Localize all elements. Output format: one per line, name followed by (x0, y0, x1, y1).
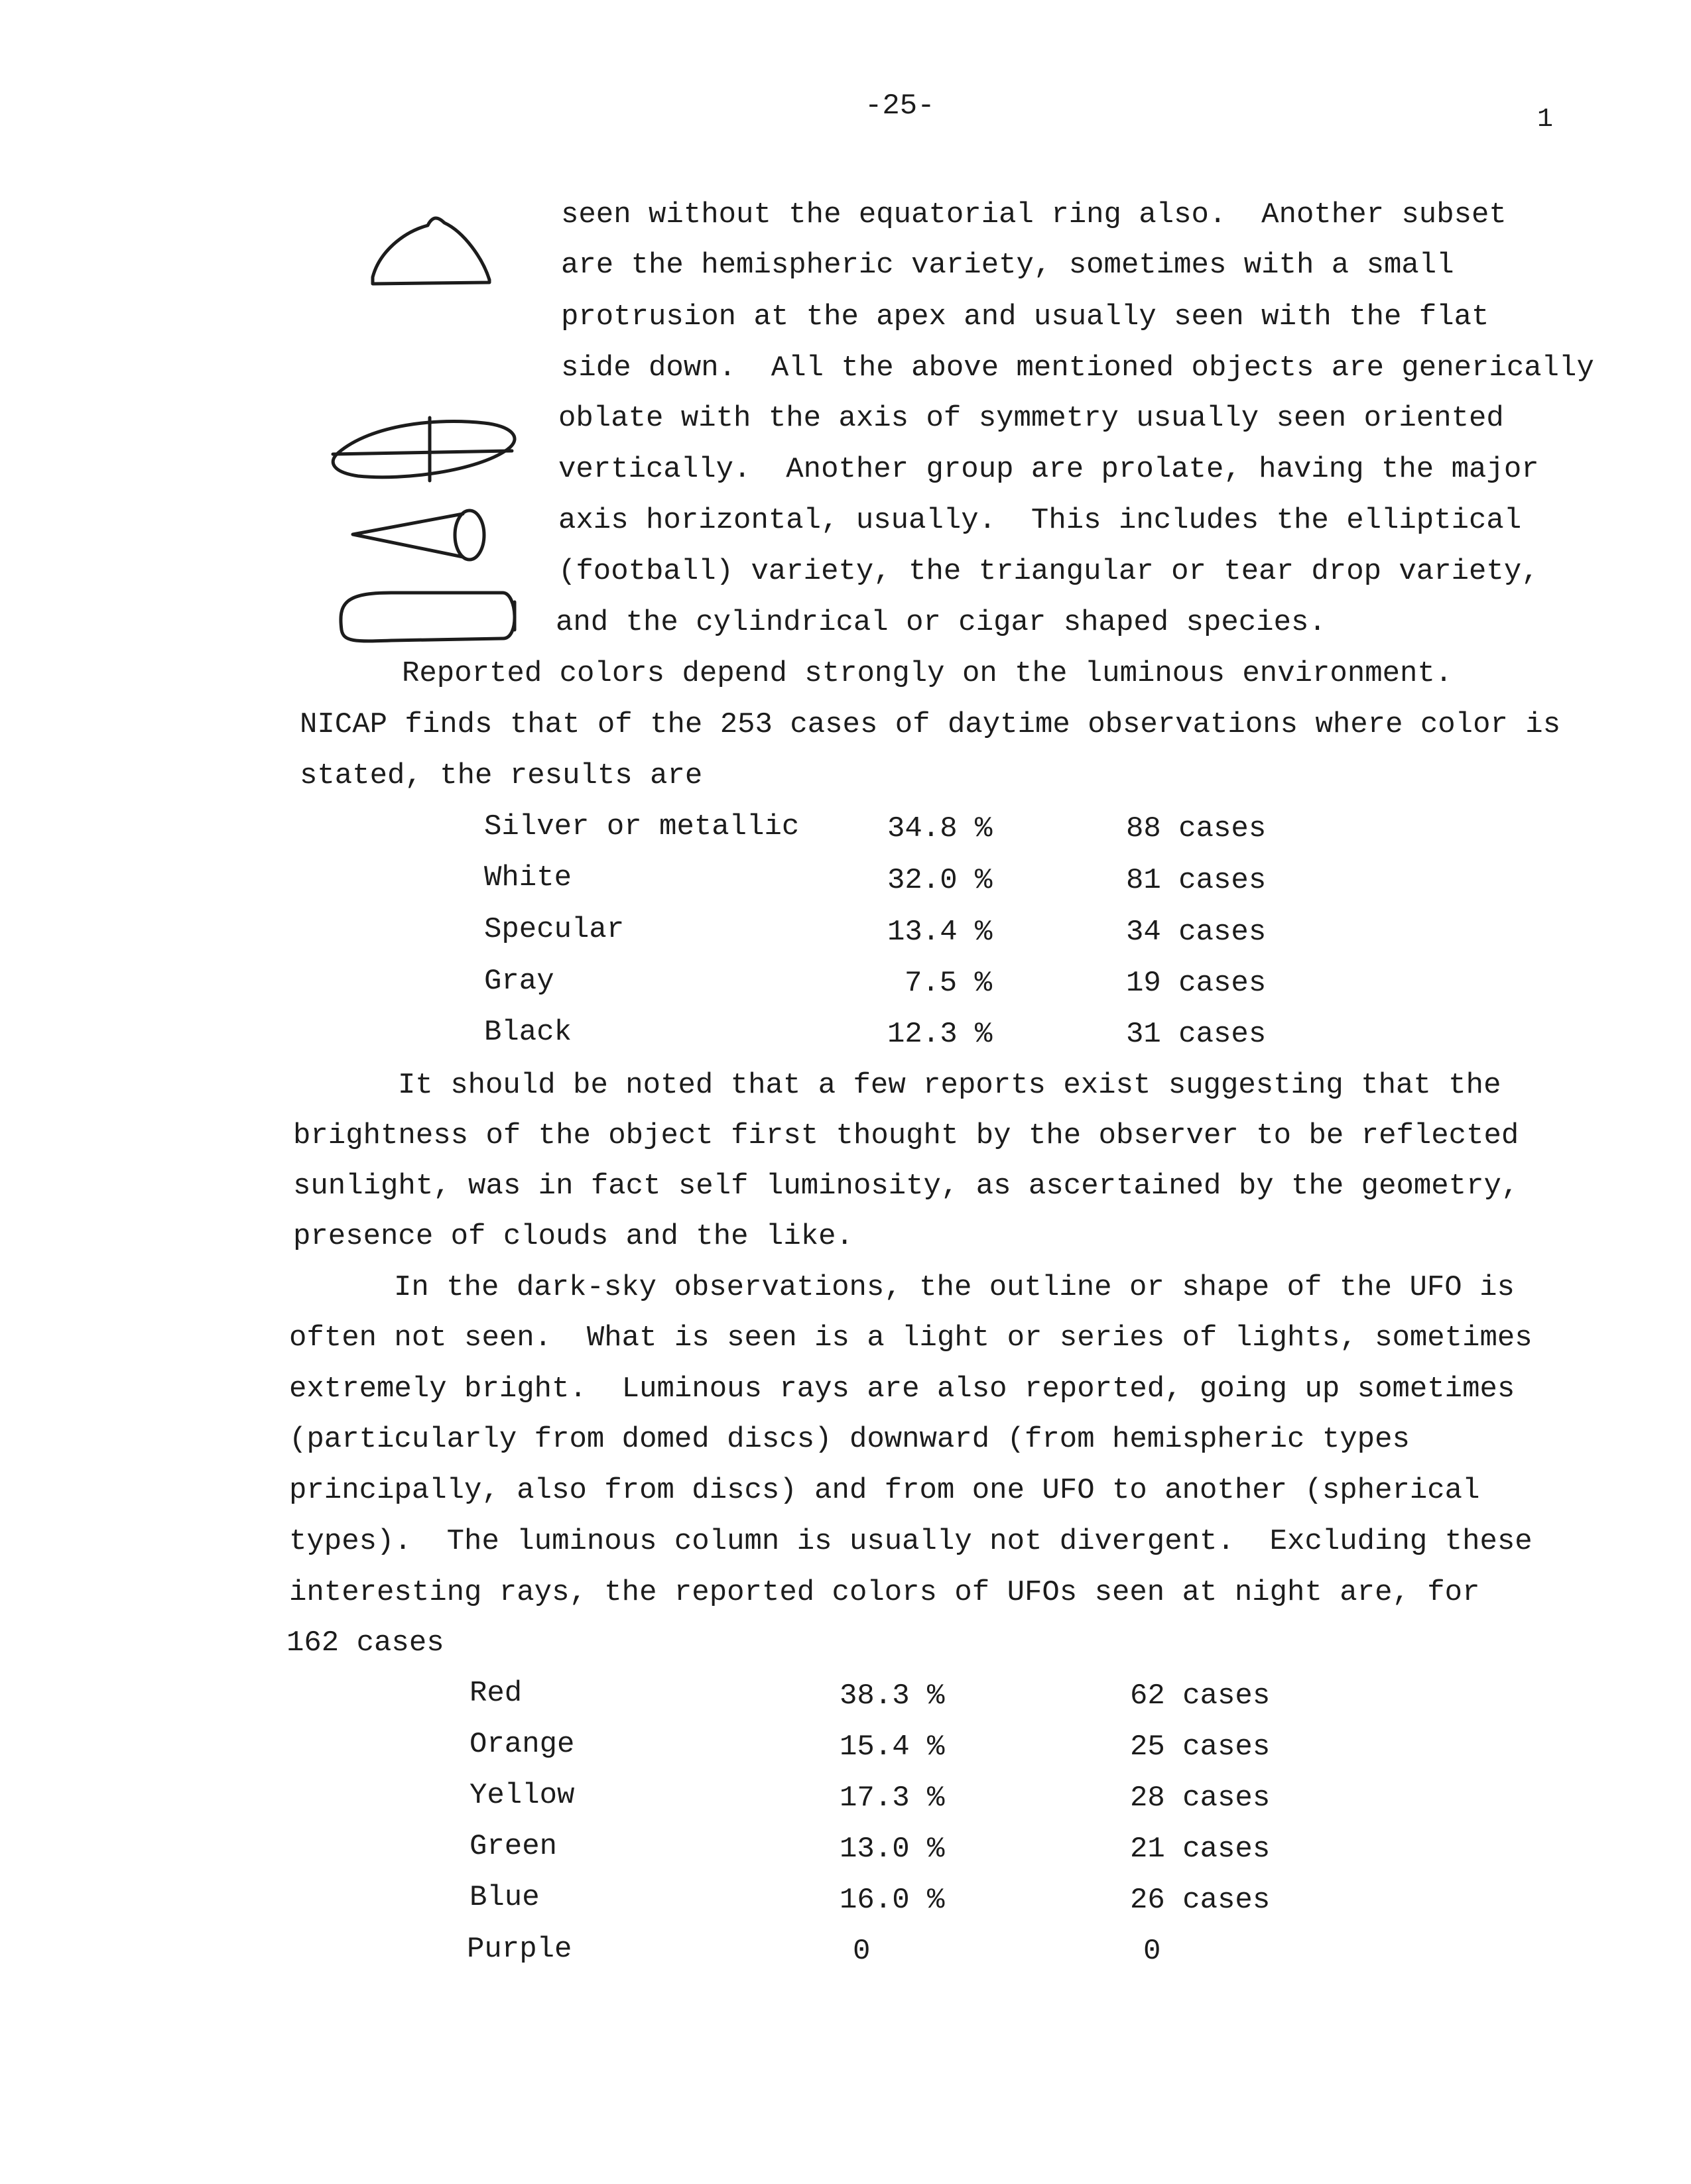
text-line: Reported colors depend strongly on the luminous environment. (402, 657, 1453, 690)
text-line: principally, also from discs) and from one UFO to another (spherical (289, 1474, 1480, 1507)
cases-cell: 62 cases (1130, 1679, 1271, 1713)
color-cell: Specular (484, 913, 625, 946)
hemisphere-sketch (373, 218, 489, 284)
text-line: (football) variety, the triangular or tear drop variety, (558, 555, 1539, 588)
text-line: interesting rays, the reported colors of UFOs seen at night are, for (289, 1576, 1480, 1609)
percent-cell: 34.8 % (887, 812, 993, 845)
percent-cell: 13.0 % (840, 1833, 945, 1866)
text-line: types). The luminous column is usually not divergent. Excluding these (289, 1525, 1533, 1558)
page-number: -25- (865, 90, 935, 123)
color-cell: Yellow (470, 1779, 575, 1812)
ufo-shape-sketches (318, 199, 537, 663)
text-line: presence of clouds and the like. (293, 1220, 853, 1253)
percent-cell: 13.4 % (887, 916, 993, 949)
color-cell: Red (470, 1677, 523, 1710)
text-line: It should be noted that a few reports exist suggesting that the (398, 1069, 1501, 1102)
text-line: often not seen. What is seen is a light or series of lights, sometimes (289, 1321, 1533, 1355)
cases-cell: 0 (1143, 1935, 1161, 1968)
cases-cell: 81 cases (1126, 864, 1267, 897)
color-cell: Black (484, 1016, 572, 1049)
cases-cell: 19 cases (1126, 967, 1267, 1000)
cases-cell: 25 cases (1130, 1730, 1271, 1764)
text-line: In the dark-sky observations, the outline or shape of the UFO is (394, 1271, 1515, 1304)
color-cell: Orange (470, 1728, 575, 1761)
text-line: vertically. Another group are prolate, having the major (558, 453, 1539, 486)
cases-cell: 21 cases (1130, 1833, 1271, 1866)
cases-cell: 31 cases (1126, 1018, 1267, 1051)
text-line: (particularly from domed discs) downward (from hemispheric types (289, 1423, 1410, 1456)
text-line: and the cylindrical or cigar shaped species. (556, 606, 1326, 639)
text-line: 162 cases (286, 1626, 444, 1660)
text-line: are the hemispheric variety, sometimes with a small (561, 249, 1454, 282)
oblate-disc-sketch (333, 418, 515, 481)
text-line: axis horizontal, usually. This includes the elliptical (558, 504, 1522, 537)
color-cell: Gray (484, 965, 554, 998)
text-line: side down. All the above mentioned objects are generically (561, 351, 1594, 385)
color-cell: White (484, 861, 572, 894)
text-line: brightness of the object first thought by the observer to be reflected (293, 1119, 1519, 1152)
cases-cell: 26 cases (1130, 1884, 1271, 1917)
text-line: stated, the results are (300, 759, 703, 792)
color-cell: Green (470, 1830, 558, 1863)
tear-drop-sketch (353, 511, 484, 560)
text-line: extremely bright. Luminous rays are also reported, going up sometimes (289, 1372, 1515, 1406)
percent-cell: 0 (853, 1935, 871, 1968)
cases-cell: 34 cases (1126, 916, 1267, 949)
color-cell: Silver or metallic (484, 810, 800, 843)
percent-cell: 38.3 % (840, 1679, 945, 1713)
color-cell: Purple (467, 1933, 572, 1966)
color-cell: Blue (470, 1881, 540, 1914)
percent-cell: 17.3 % (840, 1782, 945, 1815)
cases-cell: 88 cases (1126, 812, 1267, 845)
text-line: NICAP finds that of the 253 cases of daytime observations where color is (300, 708, 1561, 741)
percent-cell: 15.4 % (840, 1730, 945, 1764)
percent-cell: 7.5 % (905, 967, 993, 1000)
percent-cell: 16.0 % (840, 1884, 945, 1917)
cases-cell: 28 cases (1130, 1782, 1271, 1815)
cylinder-sketch (341, 593, 515, 641)
percent-cell: 12.3 % (887, 1018, 993, 1051)
text-line: sunlight, was in fact self luminosity, as ascertained by the geometry, (293, 1170, 1519, 1203)
text-line: oblate with the axis of symmetry usually seen oriented (558, 402, 1504, 435)
percent-cell: 32.0 % (887, 864, 993, 897)
text-line: protrusion at the apex and usually seen with the flat (561, 300, 1489, 334)
corner-mark: 1 (1537, 105, 1554, 135)
text-line: seen without the equatorial ring also. Another subset (561, 198, 1507, 231)
